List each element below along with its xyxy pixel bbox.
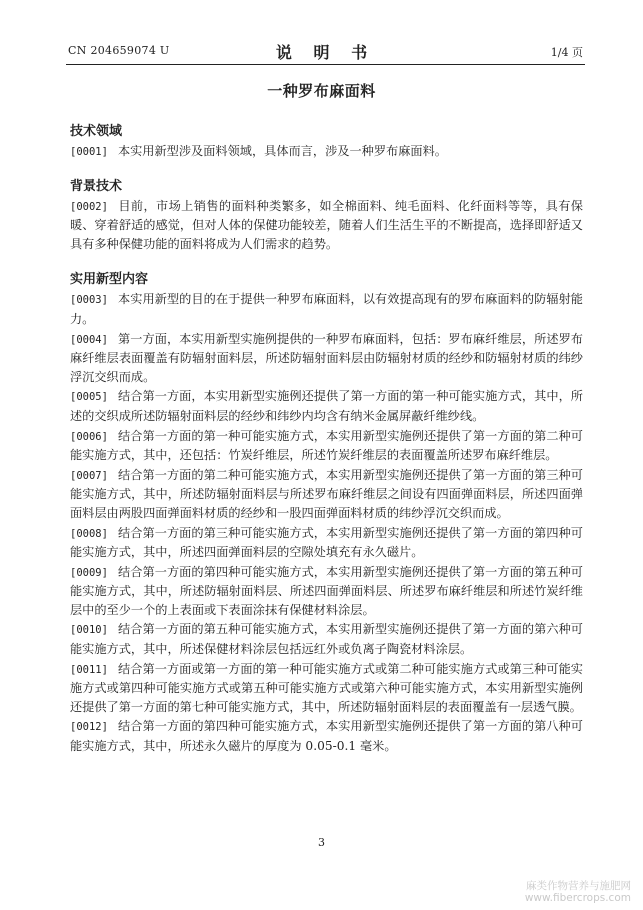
paragraph-number: [0001]	[70, 146, 108, 158]
paragraph	[70, 660, 583, 717]
document-body	[70, 122, 583, 757]
paragraph	[70, 142, 583, 162]
paragraph-number: [0006]	[70, 430, 108, 443]
paragraph-text: 结合第一方面的第一种可能实施方式，本实用新型实施例还提供了第一方面的第二种可能实施方式，其中，还包括：竹炭纤维层，所述竹炭纤维层的表面覆盖所述罗布麻纤维层。	[70, 428, 583, 463]
paragraph-number: [0011]	[70, 663, 108, 676]
page-number: 3	[318, 836, 325, 849]
paragraph	[70, 717, 583, 755]
paragraph-number: [0012]	[70, 721, 108, 734]
paragraph-text: 结合第一方面的第四种可能实施方式，本实用新型实施例还提供了第一方面的第八种可能实施方式，其中，所述永久磁片的厚度为 0.05-0.1 毫米。	[70, 719, 583, 754]
paragraph-number: [0005]	[70, 391, 108, 404]
paragraph-text: 结合第一方面的第二种可能实施方式，本实用新型实施例还提供了第一方面的第三种可能实施方式，其中，所述防辐射面料层与所述罗布麻纤维层之间设有四面弹面料层，所述四面弹面料层由两股四面弹面料材质的经纱和一股四面弹面料材质的纬纱浮沉交织而成。	[70, 467, 583, 520]
paragraph-text: 目前，市场上销售的面料种类繁多，如全棉面料、纯毛面料、化纤面料等等，具有保暖、穿着舒适的感觉，但对人体的保健功能较差，随着人们生活生平的不断提高，选择即舒适又具有多种保健功能的面料将成为人们需求的趋势。	[70, 198, 583, 251]
paragraph-number: [0009]	[70, 566, 108, 579]
paragraph-number: [0010]	[70, 624, 108, 637]
paragraph-number: [0004]	[70, 333, 108, 346]
document-title: 一种罗布麻面料	[267, 82, 376, 100]
paragraph	[70, 466, 583, 523]
watermark	[525, 880, 631, 904]
section-heading-tech-field: 技术领域	[70, 124, 123, 139]
paragraph-text: 结合第一方面的第五种可能实施方式，本实用新型实施例还提供了第一方面的第六种可能实施方式，其中，所述保健材料涂层包括远红外或负离子陶瓷材料涂层。	[70, 622, 583, 657]
paragraph-text: 结合第一方面的第三种可能实施方式，本实用新型实施例还提供了第一方面的第四种可能实施方式，其中，所述四面弹面料层的空隙处填充有永久磁片。	[70, 525, 583, 560]
paragraph-text: 结合第一方面或第一方面的第一种可能实施方式或第二种可能实施方式或第三种可能实施方式或第四种可能实施方式或第五种可能实施方式或第六种可能实施方式，本实用新型实施例还提供了第一方面的第七种可能实施方式，其中，所述防辐射面料层的表面覆盖有一层透气膜。	[70, 661, 583, 714]
paragraph	[70, 197, 583, 254]
paragraph-text: 本实用新型的目的在于提供一种罗布麻面料，以有效提高现有的罗布麻面料的防辐射能力。	[70, 292, 583, 326]
paragraph	[70, 620, 583, 658]
paragraph-text: 第一方面，本实用新型实施例提供的一种罗布麻面料，包括：罗布麻纤维层，所述罗布麻纤维层表面覆盖有防辐射面料层，所述防辐射面料层由防辐射材质的经纱和防辐射材质的纬纱浮沉交织而成。	[70, 331, 583, 384]
paragraph-number: [0003]	[70, 294, 108, 307]
section-heading-background: 背景技术	[70, 178, 123, 194]
document-type: 说 明 书	[275, 43, 376, 62]
paragraph-text: 结合第一方面，本实用新型实施例还提供了第一方面的第一种可能实施方式，其中，所述的交织成所述防辐射面料层的经纱和纬纱内均含有纳米金属屏蔽纤维纱线。	[70, 389, 583, 423]
page-header	[68, 40, 583, 64]
header-rule	[66, 64, 585, 65]
paragraph-number: [0002]	[70, 200, 108, 213]
paragraph-text: 本实用新型涉及面料领域，具体而言，涉及一种罗布麻面料。	[117, 144, 447, 158]
patent-number: CN 204659074 U	[68, 44, 170, 57]
paragraph	[70, 524, 583, 562]
paragraph	[70, 563, 583, 620]
watermark-url: www.fibercrops.com	[524, 892, 631, 904]
page-count: 1/4 页	[550, 46, 583, 59]
paragraph-number: [0008]	[70, 527, 108, 540]
paragraph	[70, 330, 583, 387]
watermark-line: 麻类作物营养与施肥网	[526, 880, 631, 892]
paragraph	[70, 387, 583, 425]
paragraph	[70, 290, 583, 328]
paragraph	[70, 427, 583, 465]
paragraph-text: 结合第一方面的第四种可能实施方式，本实用新型实施例还提供了第一方面的第五种可能实施方式，其中，所述防辐射面料层、所述四面弹面料层、所述罗布麻纤维层和所述竹炭纤维层中的至少一个的上表面或下表面涂抹有保健材料涂层。	[70, 564, 583, 617]
section-heading-content: 实用新型内容	[70, 272, 149, 288]
paragraph-number: [0007]	[70, 469, 108, 482]
